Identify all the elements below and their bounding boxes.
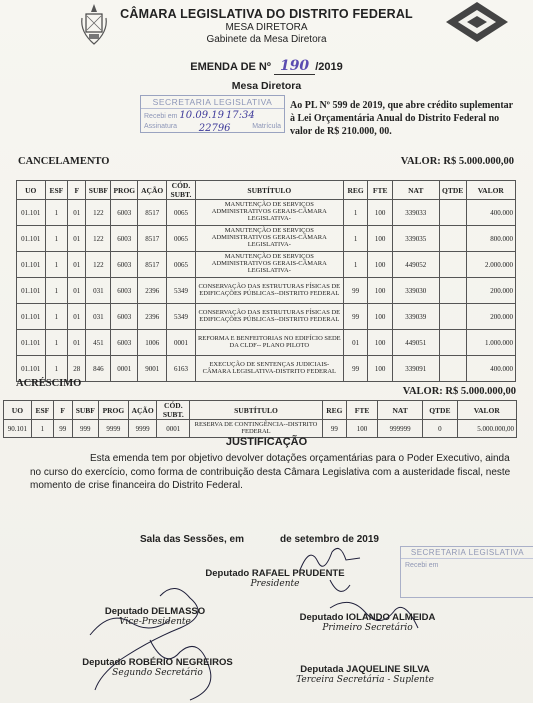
column-header: PROG bbox=[98, 401, 128, 420]
cell-fte: 100 bbox=[368, 252, 392, 278]
cell-nat: 999999 bbox=[378, 420, 423, 438]
cell-valor: 200.000 bbox=[466, 304, 515, 330]
cell-subt: MANUTENÇÃO DE SERVIÇOS ADMINISTRATIVOS GERAIS-CÂMARA LEGISLATIVA- bbox=[195, 200, 343, 226]
author-heading: Mesa Diretora bbox=[231, 80, 302, 92]
cell-subt: CONSERVAÇÃO DAS ESTRUTURAS FÍSICAS DE EDIFICAÇÕES PÚBLICAS--DISTRITO FEDERAL bbox=[195, 278, 343, 304]
cell-f: 99 bbox=[53, 420, 72, 438]
cell-esf: 1 bbox=[45, 330, 68, 356]
cell-cod: 0001 bbox=[167, 330, 196, 356]
signature-block-4 bbox=[70, 657, 245, 678]
cell-f: 01 bbox=[68, 226, 86, 252]
column-header: NAT bbox=[392, 181, 439, 200]
cell-fte: 100 bbox=[368, 226, 392, 252]
cell-acao: 8517 bbox=[138, 252, 167, 278]
column-header: AÇÃO bbox=[128, 401, 157, 420]
cancelamento-table bbox=[16, 180, 516, 382]
cell-nat: 449052 bbox=[392, 252, 439, 278]
cell-fte: 100 bbox=[368, 356, 392, 382]
column-header: UO bbox=[4, 401, 32, 420]
stamp-sign-row bbox=[141, 122, 284, 135]
stamp-matricula-label: Matrícula bbox=[252, 123, 281, 130]
signature-block-3 bbox=[285, 612, 450, 633]
table-header-row bbox=[4, 401, 517, 420]
cell-reg: 1 bbox=[343, 226, 368, 252]
signatory-name: Deputado RAFAEL PRUDENTE bbox=[205, 568, 345, 579]
cell-acao: 8517 bbox=[138, 200, 167, 226]
stamp-received-label: Recebi em bbox=[144, 113, 178, 120]
institution-title: CÂMARA LEGISLATIVA DO DISTRITO FEDERAL bbox=[120, 7, 413, 21]
cell-valor: 5.000.000,00 bbox=[457, 420, 516, 438]
signatory-role: Terceira Secretária - Suplente bbox=[296, 675, 434, 685]
stamp2-received: Recebi em bbox=[405, 562, 439, 569]
acrescimo-header bbox=[16, 378, 516, 397]
cell-nat: 449051 bbox=[392, 330, 439, 356]
cell-subf: 122 bbox=[86, 200, 111, 226]
column-header: SUBF bbox=[72, 401, 98, 420]
cell-fte: 100 bbox=[368, 278, 392, 304]
signatory-role: Vice-Presidente bbox=[119, 617, 191, 627]
cell-nat: 339035 bbox=[392, 226, 439, 252]
column-header: CÓD. SUBT. bbox=[167, 181, 196, 200]
cell-subt: EXECUÇÃO DE SENTENÇAS JUDICIAIS-CÂMARA LEGISLATIVA-DISTRITO FEDERAL bbox=[195, 356, 343, 382]
cell-nat: 339030 bbox=[392, 278, 439, 304]
cell-fte: 100 bbox=[368, 304, 392, 330]
column-header: FTE bbox=[346, 401, 377, 420]
cancelamento-valor: VALOR: R$ 5.000.000,00 bbox=[400, 156, 514, 167]
cell-reg: 1 bbox=[343, 200, 368, 226]
cell-cod: 6163 bbox=[167, 356, 196, 382]
emenda-handwritten-number: 190 bbox=[274, 58, 315, 75]
signatory-role: Presidente bbox=[250, 579, 300, 589]
stamp-received-row bbox=[141, 109, 284, 122]
table-row bbox=[17, 200, 516, 226]
cancelamento-label: CANCELAMENTO bbox=[18, 156, 110, 167]
cell-cod: 0065 bbox=[167, 200, 196, 226]
cell-nat: 339091 bbox=[392, 356, 439, 382]
cell-reg: 1 bbox=[343, 252, 368, 278]
cell-valor: 800.000 bbox=[466, 226, 515, 252]
cell-reg: 99 bbox=[343, 356, 368, 382]
acrescimo-valor: VALOR: R$ 5.000.000,00 bbox=[402, 386, 516, 397]
stamp2-title: SECRETARIA LEGISLATIVA bbox=[401, 547, 533, 559]
cell-prog: 6003 bbox=[111, 200, 138, 226]
stamp-title: SECRETARIA LEGISLATIVA bbox=[141, 96, 284, 109]
signature-block-2 bbox=[95, 606, 215, 627]
cell-acao: 1006 bbox=[138, 330, 167, 356]
cell-qtde bbox=[439, 252, 466, 278]
table-row bbox=[17, 226, 516, 252]
column-header: SUBTÍTULO bbox=[190, 401, 323, 420]
cell-esf: 1 bbox=[45, 200, 68, 226]
cell-esf: 1 bbox=[45, 226, 68, 252]
cell-acao: 2396 bbox=[138, 304, 167, 330]
secretaria-stamp bbox=[140, 95, 285, 133]
cell-uo: 01.101 bbox=[17, 200, 46, 226]
cell-esf: 1 bbox=[45, 252, 68, 278]
cell-uo: 01.101 bbox=[17, 330, 46, 356]
column-header: CÓD. SUBT. bbox=[157, 401, 190, 420]
cell-cod: 0065 bbox=[167, 226, 196, 252]
signature-block-5 bbox=[285, 664, 445, 685]
emenda-number bbox=[0, 58, 533, 74]
cell-acao: 8517 bbox=[138, 226, 167, 252]
cell-uo: 01.101 bbox=[17, 252, 46, 278]
cell-reg: 99 bbox=[343, 278, 368, 304]
cell-prog: 6003 bbox=[111, 330, 138, 356]
cancelamento-body bbox=[17, 200, 516, 382]
cell-f: 28 bbox=[68, 356, 86, 382]
cell-subt: CONSERVAÇÃO DAS ESTRUTURAS FÍSICAS DE EDIFICAÇÕES PÚBLICAS--DISTRITO FEDERAL bbox=[195, 304, 343, 330]
session-date: de setembro de 2019 bbox=[280, 534, 379, 545]
column-header: VALOR bbox=[466, 181, 515, 200]
cell-reg: 99 bbox=[343, 304, 368, 330]
table-row bbox=[17, 304, 516, 330]
cell-valor: 400.000 bbox=[466, 200, 515, 226]
acrescimo-label: ACRÉSCIMO bbox=[16, 378, 82, 389]
cell-esf: 1 bbox=[31, 420, 53, 438]
table-header-row bbox=[17, 181, 516, 200]
cell-prog: 6003 bbox=[111, 226, 138, 252]
column-header: REG bbox=[343, 181, 368, 200]
cell-subf: 122 bbox=[86, 252, 111, 278]
cell-subf: 031 bbox=[86, 304, 111, 330]
cell-fte: 100 bbox=[368, 330, 392, 356]
cell-qtde bbox=[439, 304, 466, 330]
column-header: UO bbox=[17, 181, 46, 200]
cell-nat: 339039 bbox=[392, 304, 439, 330]
cell-reg: 99 bbox=[322, 420, 346, 438]
stamp-matricula-value: 22796 bbox=[198, 123, 231, 134]
cell-subt: MANUTENÇÃO DE SERVIÇOS ADMINISTRATIVOS GERAIS-CÂMARA LEGISLATIVA- bbox=[195, 252, 343, 278]
signatory-name: Deputada JAQUELINE SILVA bbox=[300, 664, 430, 675]
justificacao-text: Esta emenda tem por objetivo devolver dotações orçamentárias para o Poder Executivo, ainda no curso do exercício, como forma de contribuição desta Câmara Legislativa com a austeridade fiscal, neste momento de crise financeira do Distrito Federal. bbox=[30, 453, 511, 491]
signatory-role: Segundo Secretário bbox=[112, 668, 203, 678]
cell-uo: 01.101 bbox=[17, 278, 46, 304]
cell-f: 01 bbox=[68, 252, 86, 278]
cell-subf: 451 bbox=[86, 330, 111, 356]
column-header: REG bbox=[322, 401, 346, 420]
cell-valor: 1.000.000 bbox=[466, 330, 515, 356]
cell-qtde bbox=[439, 226, 466, 252]
cell-subf: 999 bbox=[72, 420, 98, 438]
cell-prog: 6003 bbox=[111, 278, 138, 304]
cell-subt: REFORMA E BENFEITORIAS NO EDIFÍCIO SEDE DA CLDF-- PLANO PILOTO bbox=[195, 330, 343, 356]
column-header: FTE bbox=[368, 181, 392, 200]
cell-esf: 1 bbox=[45, 278, 68, 304]
stamp-signature-label: Assinatura bbox=[144, 123, 178, 130]
cell-qtde: 0 bbox=[423, 420, 457, 438]
cell-prog: 6003 bbox=[111, 304, 138, 330]
cell-prog: 9999 bbox=[98, 420, 128, 438]
column-header: F bbox=[68, 181, 86, 200]
column-header: PROG bbox=[111, 181, 138, 200]
column-header: AÇÃO bbox=[138, 181, 167, 200]
signatory-name: Deputado IOLANDO ALMEIDA bbox=[299, 612, 436, 623]
table-row bbox=[4, 420, 517, 438]
cell-fte: 100 bbox=[346, 420, 377, 438]
column-header: SUBTÍTULO bbox=[195, 181, 343, 200]
cell-esf: 1 bbox=[45, 356, 68, 382]
cell-cod: 0065 bbox=[167, 252, 196, 278]
cell-subf: 122 bbox=[86, 226, 111, 252]
cell-acao: 9999 bbox=[128, 420, 157, 438]
cell-uo: 01.101 bbox=[17, 356, 46, 382]
stamp-time: 17:34 bbox=[225, 110, 255, 121]
column-header: F bbox=[53, 401, 72, 420]
signatory-name: Deputado DELMASSO bbox=[104, 606, 206, 617]
cell-f: 01 bbox=[68, 200, 86, 226]
signatory-name: Deputado ROBÉRIO NEGREIROS bbox=[82, 657, 233, 668]
cell-subt: MANUTENÇÃO DE SERVIÇOS ADMINISTRATIVOS GERAIS-CÂMARA LEGISLATIVA- bbox=[195, 226, 343, 252]
cell-uo: 90.101 bbox=[4, 420, 32, 438]
column-header: SUBF bbox=[86, 181, 111, 200]
cell-qtde bbox=[439, 278, 466, 304]
cell-acao: 2396 bbox=[138, 278, 167, 304]
cell-subt: RESERVA DE CONTINGÊNCIA--DISTRITO FEDERAL bbox=[190, 420, 323, 438]
cell-subf: 031 bbox=[86, 278, 111, 304]
cell-f: 01 bbox=[68, 278, 86, 304]
handwritten-signatures bbox=[0, 540, 533, 703]
justificacao-title: JUSTIFICAÇÃO bbox=[225, 436, 308, 448]
cell-valor: 200.000 bbox=[466, 278, 515, 304]
signatory-role: Primeiro Secretário bbox=[322, 623, 413, 633]
cell-prog: 6003 bbox=[111, 252, 138, 278]
emenda-suffix: /2019 bbox=[315, 61, 343, 73]
cell-qtde bbox=[439, 200, 466, 226]
sala-label: Sala das Sessões, em bbox=[140, 534, 244, 545]
stamp-date: 10.09.19 bbox=[179, 110, 224, 121]
cancelamento-header bbox=[18, 156, 514, 167]
cell-fte: 100 bbox=[368, 200, 392, 226]
column-header: QTDE bbox=[423, 401, 457, 420]
cell-nat: 339033 bbox=[392, 200, 439, 226]
cell-esf: 1 bbox=[45, 304, 68, 330]
column-header: ESF bbox=[31, 401, 53, 420]
signature-block-1 bbox=[195, 568, 355, 589]
cell-cod: 5349 bbox=[167, 278, 196, 304]
cell-subf: 846 bbox=[86, 356, 111, 382]
pl-description: Ao PL Nº 599 de 2019, que abre crédito suplementar à Lei Orçamentária Anual do Distrito Federal no valor de R$ 210.000, 00. bbox=[290, 100, 513, 137]
cell-f: 01 bbox=[68, 330, 86, 356]
cell-uo: 01.101 bbox=[17, 304, 46, 330]
cell-valor: 400.000 bbox=[466, 356, 515, 382]
column-header: QTDE bbox=[439, 181, 466, 200]
cell-uo: 01.101 bbox=[17, 226, 46, 252]
cell-qtde bbox=[439, 330, 466, 356]
mesa-diretora-heading: MESA DIRETORA bbox=[225, 22, 308, 33]
table-row bbox=[17, 278, 516, 304]
column-header: ESF bbox=[45, 181, 68, 200]
table-row bbox=[17, 252, 516, 278]
cell-prog: 0001 bbox=[111, 356, 138, 382]
emenda-prefix: EMENDA DE Nº bbox=[190, 61, 271, 73]
column-header: NAT bbox=[378, 401, 423, 420]
cell-cod: 0001 bbox=[157, 420, 190, 438]
table-row bbox=[17, 330, 516, 356]
signature-rafael bbox=[300, 548, 360, 570]
cell-acao: 9001 bbox=[138, 356, 167, 382]
column-header: VALOR bbox=[457, 401, 516, 420]
cell-f: 01 bbox=[68, 304, 86, 330]
cell-valor: 2.000.000 bbox=[466, 252, 515, 278]
acrescimo-table bbox=[3, 400, 517, 438]
cell-cod: 5349 bbox=[167, 304, 196, 330]
gabinete-heading: Gabinete da Mesa Diretora bbox=[206, 34, 327, 45]
cell-reg: 01 bbox=[343, 330, 368, 356]
acrescimo-body bbox=[4, 420, 517, 438]
